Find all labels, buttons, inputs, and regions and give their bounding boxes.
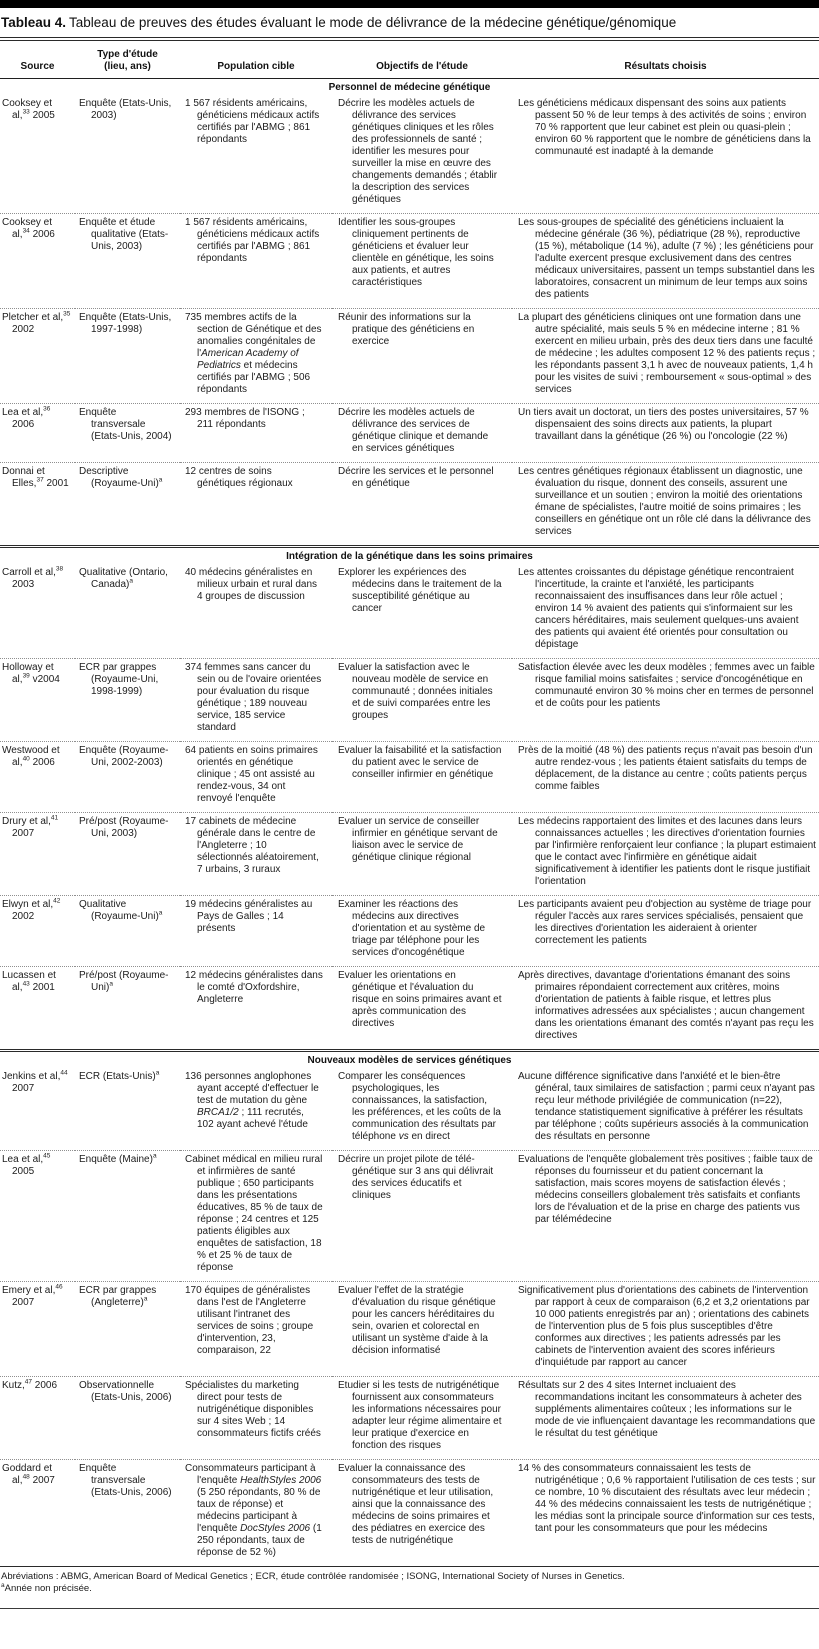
col-header-study-type-line1: Type d'étude (97, 49, 158, 60)
col-header-study-type-line2: (lieu, ans) (104, 61, 151, 72)
superscript-marker: a (109, 980, 113, 988)
cell-source (0, 813, 75, 896)
section-header-row (0, 79, 819, 96)
cell-source (0, 659, 75, 742)
cell-text: Décrire un projet pilote de télé-génétique sur 3 ans qui délivrait des services éducatifs et cliniques (338, 1154, 494, 1201)
cell-text: 136 personnes anglophones ayant accepté d'effectuer le test de mutation du gène (185, 1071, 319, 1106)
cell-text: Un tiers avait un doctorat, un tiers des postes universitaires, 57 % dispensaient des soins directs aux patients, la plupart travaillant dans la génétique (26 %) ou l'oncologie (22 %) (518, 407, 809, 442)
table-header (0, 41, 819, 79)
cell-study-type (75, 95, 180, 214)
cell-text: 293 membres de l'ISONG ; 211 répondants (185, 407, 305, 430)
cell-text: Décrire les services et le personnel en génétique (338, 466, 494, 489)
cell-text: 374 femmes sans cancer du sein ou de l'ovaire orientées pour évaluation du risque génétique ; 189 nouveau service, 185 service standard (185, 662, 322, 733)
cell-text: Comparer les conséquences psychologiques, les connaissances, la satisfaction, les préférences, et les coûts de la communication des résultats par téléphone (338, 1071, 501, 1142)
cell-text: Significativement plus d'orientations des cabinets de l'intervention par rapport à ceux de comparaison (6,2 et 3,2 orientations par 10 000 patients enregistrés par an) ; orientations des cabinets de l'intervention plus de 5 fois plus susceptibles d'être conformes aux directives ; les patients adressés par les cabinets de l'intervention avaient des scores inférieurs d'inquiétude par rapport au cancer (518, 1285, 810, 1368)
cell-text: Elwyn et al, (2, 899, 54, 910)
cell-population (180, 214, 332, 309)
cell-text: 2001 (29, 982, 55, 993)
cell-study-type (75, 742, 180, 813)
cell-objectives (332, 214, 512, 309)
cell-results (512, 967, 819, 1051)
cell-source (0, 564, 75, 659)
cell-text: 2005 (29, 110, 55, 121)
cell-study-type (75, 1377, 180, 1460)
table-row (0, 896, 819, 967)
cell-text: Réunir des informations sur la pratique des généticiens en exercice (338, 312, 475, 347)
cell-text: 12 médecins généralistes dans le comté d'Oxfordshire, Angleterre (185, 970, 323, 1005)
cell-population (180, 1282, 332, 1377)
cell-source (0, 463, 75, 547)
top-black-bar (0, 0, 819, 8)
cell-source (0, 1068, 75, 1151)
cell-text: (1 250 répondants, taux de réponse de 52 %) (197, 1523, 322, 1558)
cell-text: BRCA1/2 (197, 1107, 239, 1118)
cell-text: Lucassen et al, (2, 970, 56, 993)
table-row (0, 1151, 819, 1282)
cell-text: Emery et al, (2, 1285, 56, 1296)
table-row (0, 813, 819, 896)
col-header-study-type (75, 41, 180, 79)
cell-population (180, 95, 332, 214)
cell-study-type (75, 1460, 180, 1567)
col-header-results-label: Résultats choisis (624, 61, 707, 72)
superscript-marker: 45 (43, 1152, 51, 1160)
cell-population (180, 896, 332, 967)
cell-results (512, 463, 819, 547)
cell-population (180, 813, 332, 896)
cell-text: Etudier si les tests de nutrigénétique fournissent aux consommateurs les informations nécessaires pour adapter leur régime alimentaire et leur pratique d'exercice en fonction des risques (338, 1380, 502, 1451)
cell-text: v2004 (29, 674, 60, 685)
table-row (0, 1377, 819, 1460)
cell-study-type (75, 1068, 180, 1151)
cell-source (0, 967, 75, 1051)
cell-text: Observationnelle (Etats-Unis, 2006) (79, 1380, 172, 1403)
cell-text: Descriptive (Royaume-Uni) (79, 466, 159, 489)
cell-text: Satisfaction élevée avec les deux modèles ; femmes avec un faible risque familial moins satisfaites ; service d'oncogénétique en communauté environ 30 % moins cher en termes de personnel et de coûts pour les patients (518, 662, 815, 709)
section-header-row (0, 547, 819, 565)
cell-study-type (75, 214, 180, 309)
cell-text: Westwood et al, (2, 745, 60, 768)
superscript-marker: 39 (22, 672, 30, 680)
cell-text: Identifier les sous-groupes cliniquement pertinents de généticiens et évaluer leur clientèle en génétique, les soins aux patients, et autres caractéristiques (338, 217, 494, 288)
cell-text: ECR (Etats-Unis) (79, 1071, 156, 1082)
cell-text: Explorer les expériences des médecins dans le traitement de la susceptibilité génétique au cancer (338, 567, 502, 614)
cell-text: et médecins certifiés par l'ABMG ; 506 répondants (197, 360, 311, 395)
cell-population (180, 1151, 332, 1282)
table-row (0, 214, 819, 309)
cell-text: 2005 (12, 1166, 35, 1177)
cell-text: Examiner les réactions des médecins aux directives d'orientation et au système de triage par téléphone pour les services d'oncogénétique (338, 899, 486, 958)
cell-results (512, 1377, 819, 1460)
cell-results (512, 1460, 819, 1567)
cell-text: 735 membres actifs de la section de Génétique et des anomalies congénitales de l' (185, 312, 322, 359)
cell-text: 2007 (29, 1475, 55, 1486)
superscript-marker: a (129, 577, 133, 585)
cell-text: Les sous-groupes de spécialité des généticiens incluaient la médecine générale (36 %), pédiatrique (28 %), reproductive (15 %), métabolique (14 %), adulte (7 %) ; les généticiens pour l'adulte exercent presque exclusivement dans des centres médicaux universitaires, passent un temps substantiel dans les laboratoires, consacrent un minimum de leur temps aux soins des patients (518, 217, 815, 300)
superscript-marker: 43 (22, 980, 30, 988)
cell-text: Cooksey et al, (2, 98, 53, 121)
superscript-marker: 34 (22, 227, 30, 235)
cell-objectives (332, 896, 512, 967)
cell-text: HealthStyles 2006 (240, 1475, 322, 1486)
table-row (0, 967, 819, 1051)
cell-population (180, 309, 332, 404)
table-body (0, 79, 819, 1567)
cell-text: Lea et al, (2, 407, 44, 418)
cell-text: 2006 (32, 1380, 58, 1391)
cell-text: ECR par grappes (Angleterre) (79, 1285, 157, 1308)
superscript-marker: 42 (53, 897, 61, 905)
cell-source (0, 1377, 75, 1460)
cell-study-type (75, 896, 180, 967)
cell-text: 2006 (29, 757, 55, 768)
cell-study-type (75, 813, 180, 896)
cell-text: 17 cabinets de médecine générale dans le centre de l'Angleterre ; 10 sélectionnés aléatoirement, 7 urbains, 3 ruraux (185, 816, 319, 875)
cell-source (0, 896, 75, 967)
cell-text: Evaluer l'effet de la stratégie d'évaluation du risque génétique pour les cancers héréditaires du sein, ovarien et colorectal en utilisant un système d'aide à la décision informatisé (338, 1285, 496, 1356)
cell-text: 19 médecins généralistes au Pays de Galles ; 14 présents (185, 899, 313, 934)
superscript-marker: 40 (22, 755, 30, 763)
table-row (0, 309, 819, 404)
cell-source (0, 404, 75, 463)
cell-text: Qualitative (Ontario, Canada) (79, 567, 168, 590)
col-header-results (512, 41, 819, 79)
cell-text: Lea et al, (2, 1154, 44, 1165)
cell-study-type (75, 1282, 180, 1377)
table-caption: Tableau de preuves des études évaluant le mode de délivrance de la médecine génétique/génomique (69, 15, 677, 30)
cell-results (512, 896, 819, 967)
cell-text: 40 médecins généralistes en milieux urbain et rural dans 4 groupes de discussion (185, 567, 318, 602)
table-row (0, 463, 819, 547)
table-label: Tableau 4. (1, 15, 67, 30)
section-header: Personnel de médecine génétique (328, 82, 491, 93)
cell-text: 1 567 résidents américains, généticiens médicaux actifs certifiés par l'ABMG ; 861 répondants (185, 98, 320, 145)
cell-objectives (332, 1377, 512, 1460)
cell-text: 2007 (12, 828, 35, 839)
superscript-marker: 37 (36, 476, 44, 484)
cell-text: en direct (408, 1131, 450, 1142)
cell-results (512, 1151, 819, 1282)
cell-text: Après directives, davantage d'orientations émanant des soins primaires répondaient correctement aux critères, moins d'orientation de patients à faible risque, et lettres plus informatives adressées aux spécialistes ; aucun changement dans les orientations émanant des comtés n'ayant pas reçu les directives (518, 970, 814, 1041)
cell-text: 2002 (12, 324, 35, 335)
cell-population (180, 1377, 332, 1460)
cell-text: 2007 (12, 1083, 35, 1094)
cell-population (180, 404, 332, 463)
superscript-marker: 38 (55, 565, 64, 573)
cell-text: La plupart des généticiens cliniques ont une formation dans une autre spécialité, mais seuls 5 % en médecine interne ; 81 % exercent en milieu urbain, près des deux tiers dans une faculté de médecine ; les adultes composent 12 % des patients reçus ; les répondants passent 3,1 h avec de nouveaux patients, 1,4 h pour les visites de suivi ; remboursement « sous-optimal » des services (518, 312, 816, 395)
cell-text: Les médecins rapportaient des limites et des lacunes dans leurs connaissances actuelles ; les directives d'orientation fournies par l'infirmière renforçaient leur confiance ; la plupart estimaient que le contact avec l'infirmière en génétique aidait significativement à identifier les patients dont le risque justifiait l'orientation (518, 816, 816, 887)
cell-population (180, 1460, 332, 1567)
cell-results (512, 1282, 819, 1377)
col-header-population (180, 41, 332, 79)
cell-study-type (75, 659, 180, 742)
cell-text: 170 équipes de généralistes dans l'est de l'Angleterre utilisant l'intranet des services de soins ; groupe d'intervention, 23, comparaison, 22 (185, 1285, 314, 1356)
cell-text: Cabinet médical en milieu rural et infirmières de santé publique ; 650 participants dans les présentations éducatives, 85 % de taux de réponse ; 24 centres et 125 patients éligibles aux enquêtes de satisfaction, 18 % et 25 % de taux de réponse (185, 1154, 323, 1273)
cell-objectives (332, 95, 512, 214)
col-header-source-label: Source (20, 61, 55, 72)
cell-text: Consommateurs participant à l'enquête (185, 1463, 316, 1486)
cell-text: Enquête transversale (Etats-Unis, 2006) (79, 1463, 172, 1498)
cell-population (180, 659, 332, 742)
cell-source (0, 1282, 75, 1377)
cell-text: Drury et al, (2, 816, 51, 827)
cell-results (512, 95, 819, 214)
cell-text: Goddard et al, (2, 1463, 53, 1486)
footnote-a-marker: a (1, 1581, 5, 1589)
cell-text: (5 250 répondants, 80 % de taux de réponse) et médecins participant à l'enquête (197, 1487, 321, 1534)
cell-text: 2002 (12, 911, 35, 922)
superscript-marker: 33 (22, 108, 30, 116)
cell-results (512, 214, 819, 309)
cell-results (512, 742, 819, 813)
cell-source (0, 95, 75, 214)
cell-results (512, 404, 819, 463)
cell-objectives (332, 463, 512, 547)
col-header-objectives-label: Objectifs de l'étude (376, 61, 468, 72)
cell-text: Les attentes croissantes du dépistage génétique rencontraient l'incertitude, la crainte et l'anxiété, les participants reconnaissaient des insuffisances dans leur rôle actuel ; environ 14 % avaient des patients qui s'informaient sur les cancers héréditaires, mais seulement quelques-uns avaient des patients qui avaient été orientés pour consultation ou dépistage (518, 567, 799, 650)
cell-objectives (332, 742, 512, 813)
cell-population (180, 967, 332, 1051)
cell-text: Les participants avaient peu d'objection au système de triage pour réguler l'accès aux rares services spécialisés, pensaient que les directives d'orientation les aideraient à orienter correctement les patients (518, 899, 812, 946)
cell-results (512, 309, 819, 404)
cell-text: 2001 (43, 478, 69, 489)
cell-objectives (332, 1460, 512, 1567)
table-footnotes (0, 1567, 819, 1595)
superscript-marker: 47 (24, 1378, 33, 1386)
cell-text: Evaluer la connaissance des consommateurs des tests de nutrigénétique et leur utilisation, ainsi que la connaissance des médecins de soins primaires et des pédiatres en exercice des tests de nutrigénétique (338, 1463, 494, 1546)
cell-text: Les généticiens médicaux dispensant des soins aux patients passent 50 % de leur temps à des activités de soins ; environ 70 % rapportent que leur cabinet est plein ou quasi-plein ; environ 60 % rapportent que le nombre de généticiens dans la communauté est inadapté à la demande (518, 98, 811, 157)
cell-study-type (75, 404, 180, 463)
table-row (0, 659, 819, 742)
cell-study-type (75, 1151, 180, 1282)
cell-text: Pletcher et al, (2, 312, 64, 323)
cell-text: Spécialistes du marketing direct pour tests de nutrigénétique disponibles sur 4 sites Web ; 14 consommateurs fictifs créés (185, 1380, 321, 1439)
cell-text: 2007 (12, 1297, 35, 1308)
cell-objectives (332, 1282, 512, 1377)
cell-text: Kutz, (2, 1380, 25, 1391)
table-row (0, 1460, 819, 1567)
cell-population (180, 564, 332, 659)
cell-objectives (332, 813, 512, 896)
cell-text: Cooksey et al, (2, 217, 53, 240)
cell-text: ECR par grappes (Royaume-Uni, 1998-1999) (79, 662, 159, 697)
cell-text: Evaluer les orientations en génétique et l'évaluation du risque en soins primaires avant et après communication des directives (338, 970, 502, 1029)
superscript-marker: a (152, 1152, 157, 1160)
cell-text: Enquête (Maine) (79, 1154, 153, 1165)
section-header: Intégration de la génétique dans les soins primaires (0, 547, 819, 565)
col-header-objectives (332, 41, 512, 79)
superscript-marker: 35 (63, 310, 71, 318)
cell-study-type (75, 309, 180, 404)
cell-source (0, 309, 75, 404)
col-header-population-label: Population cible (217, 61, 295, 72)
cell-text: Pré/post (Royaume-Uni) (79, 970, 169, 993)
cell-text: Enquête et étude qualitative (Etats-Unis, 2003) (79, 217, 169, 252)
col-header-source (0, 41, 75, 79)
superscript-marker: 41 (50, 814, 59, 822)
table-row (0, 742, 819, 813)
superscript-marker: a (143, 1295, 148, 1303)
superscript-marker: a (155, 1069, 160, 1077)
cell-population (180, 463, 332, 547)
cell-results (512, 659, 819, 742)
cell-objectives (332, 564, 512, 659)
cell-text: Evaluer la satisfaction avec le nouveau modèle de service en communauté ; données initiales et de suivi comparées entre les groupes (338, 662, 493, 721)
cell-text: DocStyles 2006 (240, 1523, 311, 1534)
table-row (0, 404, 819, 463)
cell-study-type (75, 564, 180, 659)
cell-text: Résultats sur 2 des 4 sites Internet incluaient des recommandations incitant les consommateurs à acheter des suppléments alimentaires coûteux ; les informations sur le mode de vie influençaient davantage les recommandations que le résultat du test génétique (518, 1380, 816, 1439)
section-header-row (0, 1051, 819, 1069)
superscript-marker: 46 (55, 1283, 63, 1291)
cell-population (180, 1068, 332, 1151)
cell-text: 14 % des consommateurs connaissaient les tests de nutrigénétique ; 0,6 % rapportaient l'utilisation de ces tests ; sur ce nombre, 10 % discutaient des résultats avec leur médecin ; 44 % des médecins connaissaient les tests de nutrigénétique ; les médias sont la principale source d'information sur ces tests, tant pour les consommateurs que pour les médecins (518, 1463, 816, 1534)
cell-text: Enquête (Etats-Unis, 2003) (79, 98, 172, 121)
cell-text: 2006 (12, 419, 35, 430)
footnote-a (1, 1583, 817, 1595)
table-title (0, 8, 819, 37)
cell-text: Enquête transversale (Etats-Unis, 2004) (79, 407, 172, 442)
cell-study-type (75, 967, 180, 1051)
cell-text: Qualitative (Royaume-Uni) (79, 899, 159, 922)
cell-text: 2003 (12, 579, 35, 590)
cell-text: 1 567 résidents américains, généticiens médicaux actifs certifiés par l'ABMG ; 861 répondants (185, 217, 320, 264)
superscript-marker: a (158, 909, 163, 917)
abbreviations-note: Abréviations : ABMG, American Board of Medical Genetics ; ECR, étude contrôlée randomisée ; ISONG, International Society of Nurses in Genetics. (1, 1571, 625, 1582)
cell-text: Holloway et al, (2, 662, 54, 685)
table-row (0, 1068, 819, 1151)
superscript-marker: 44 (60, 1069, 68, 1077)
cell-text: Carroll et al, (2, 567, 56, 578)
cell-results (512, 1068, 819, 1151)
bottom-rule (0, 1608, 819, 1615)
cell-source (0, 214, 75, 309)
evidence-table (0, 41, 819, 1567)
cell-source (0, 1460, 75, 1567)
cell-objectives (332, 404, 512, 463)
cell-objectives (332, 967, 512, 1051)
cell-text: Enquête (Royaume-Uni, 2002-2003) (79, 745, 169, 768)
cell-source (0, 742, 75, 813)
cell-text: 12 centres de soins génétiques régionaux (185, 466, 293, 489)
cell-results (512, 564, 819, 659)
cell-text: Evaluer la faisabilité et la satisfaction du patient avec le service de conseiller infirmier en génétique (338, 745, 502, 780)
cell-objectives (332, 1068, 512, 1151)
superscript-marker: a (158, 476, 163, 484)
cell-objectives (332, 659, 512, 742)
cell-text: Les centres génétiques régionaux établissent un diagnostic, une évaluation du risque, donnent des conseils, assurent une surveillance et un soutien ; environ la moitié des orientations émane de spécialistes, l'autre moitié de soins primaires ; les conseillers en génétique ont un rôle clé dans la délivrance des services (518, 466, 811, 537)
cell-study-type (75, 463, 180, 547)
cell-population (180, 742, 332, 813)
cell-text: Jenkins et al, (2, 1071, 61, 1082)
cell-text: Près de la moitié (48 %) des patients reçus n'avait pas besoin d'un autre rendez-vous ; les patients étaient satisfaits du temps de déplacement, de la distance au centre ; coûts patients perçus comme faibles (518, 745, 813, 792)
superscript-marker: 48 (22, 1473, 30, 1481)
cell-text: Evaluer un service de conseiller infirmier en génétique servant de liaison avec le service de génétique clinique régional (338, 816, 498, 863)
cell-text: American Academy of Pediatrics (197, 348, 299, 371)
cell-text: Pré/post (Royaume-Uni, 2003) (79, 816, 169, 839)
cell-text: Enquête (Etats-Unis, 1997-1998) (79, 312, 172, 335)
footnote-a-text: Année non précisée. (4, 1583, 92, 1594)
cell-text: 64 patients en soins primaires orientés en génétique clinique ; 45 ont assisté au rendez-vous, 34 ont renvoyé l'enquête (185, 745, 318, 804)
cell-objectives (332, 309, 512, 404)
cell-text: vs (398, 1131, 409, 1142)
table-row (0, 95, 819, 214)
cell-results (512, 813, 819, 896)
table-row (0, 564, 819, 659)
section-header: Nouveaux modèles de services génétiques (0, 1051, 819, 1069)
cell-text: Décrire les modèles actuels de délivrance des services de génétique clinique et demande en services génétiques (338, 407, 489, 454)
cell-text: Evaluations de l'enquête globalement très positives ; faible taux de réponses du fournisseur et du patient concernant la satisfaction, mais scores moyens de satisfaction élevés ; médecins conseillers globalement très satisfaits et confiants lors de l'évaluation et de la prise en charge des patients vus par télémédecine (518, 1154, 813, 1225)
table-row (0, 1282, 819, 1377)
cell-source (0, 1151, 75, 1282)
cell-text: Donnai et Elles, (2, 466, 45, 489)
cell-text: Aucune différence significative dans l'anxiété et le bien-être général, taux similaires de satisfaction ; parmi ceux n'ayant pas reçu leur méthode privilégiée de communication (n=22), tendance statistiquement significative à préférer les résultats par téléphone ; coûts supérieurs associés à la communication des résultats en personne (518, 1071, 815, 1142)
cell-objectives (332, 1151, 512, 1282)
superscript-marker: 36 (43, 405, 51, 413)
cell-text: ; 111 recrutés, 102 ayant achevé l'étude (197, 1107, 308, 1130)
cell-text: Décrire les modèles actuels de délivrance des services génétiques cliniques et les rôles des professionnels de santé ; identifier les mesures pour surveiller la mise en œuvre des changements demandés ; établir la description des services génétiques (338, 98, 498, 205)
cell-text: 2006 (29, 229, 55, 240)
